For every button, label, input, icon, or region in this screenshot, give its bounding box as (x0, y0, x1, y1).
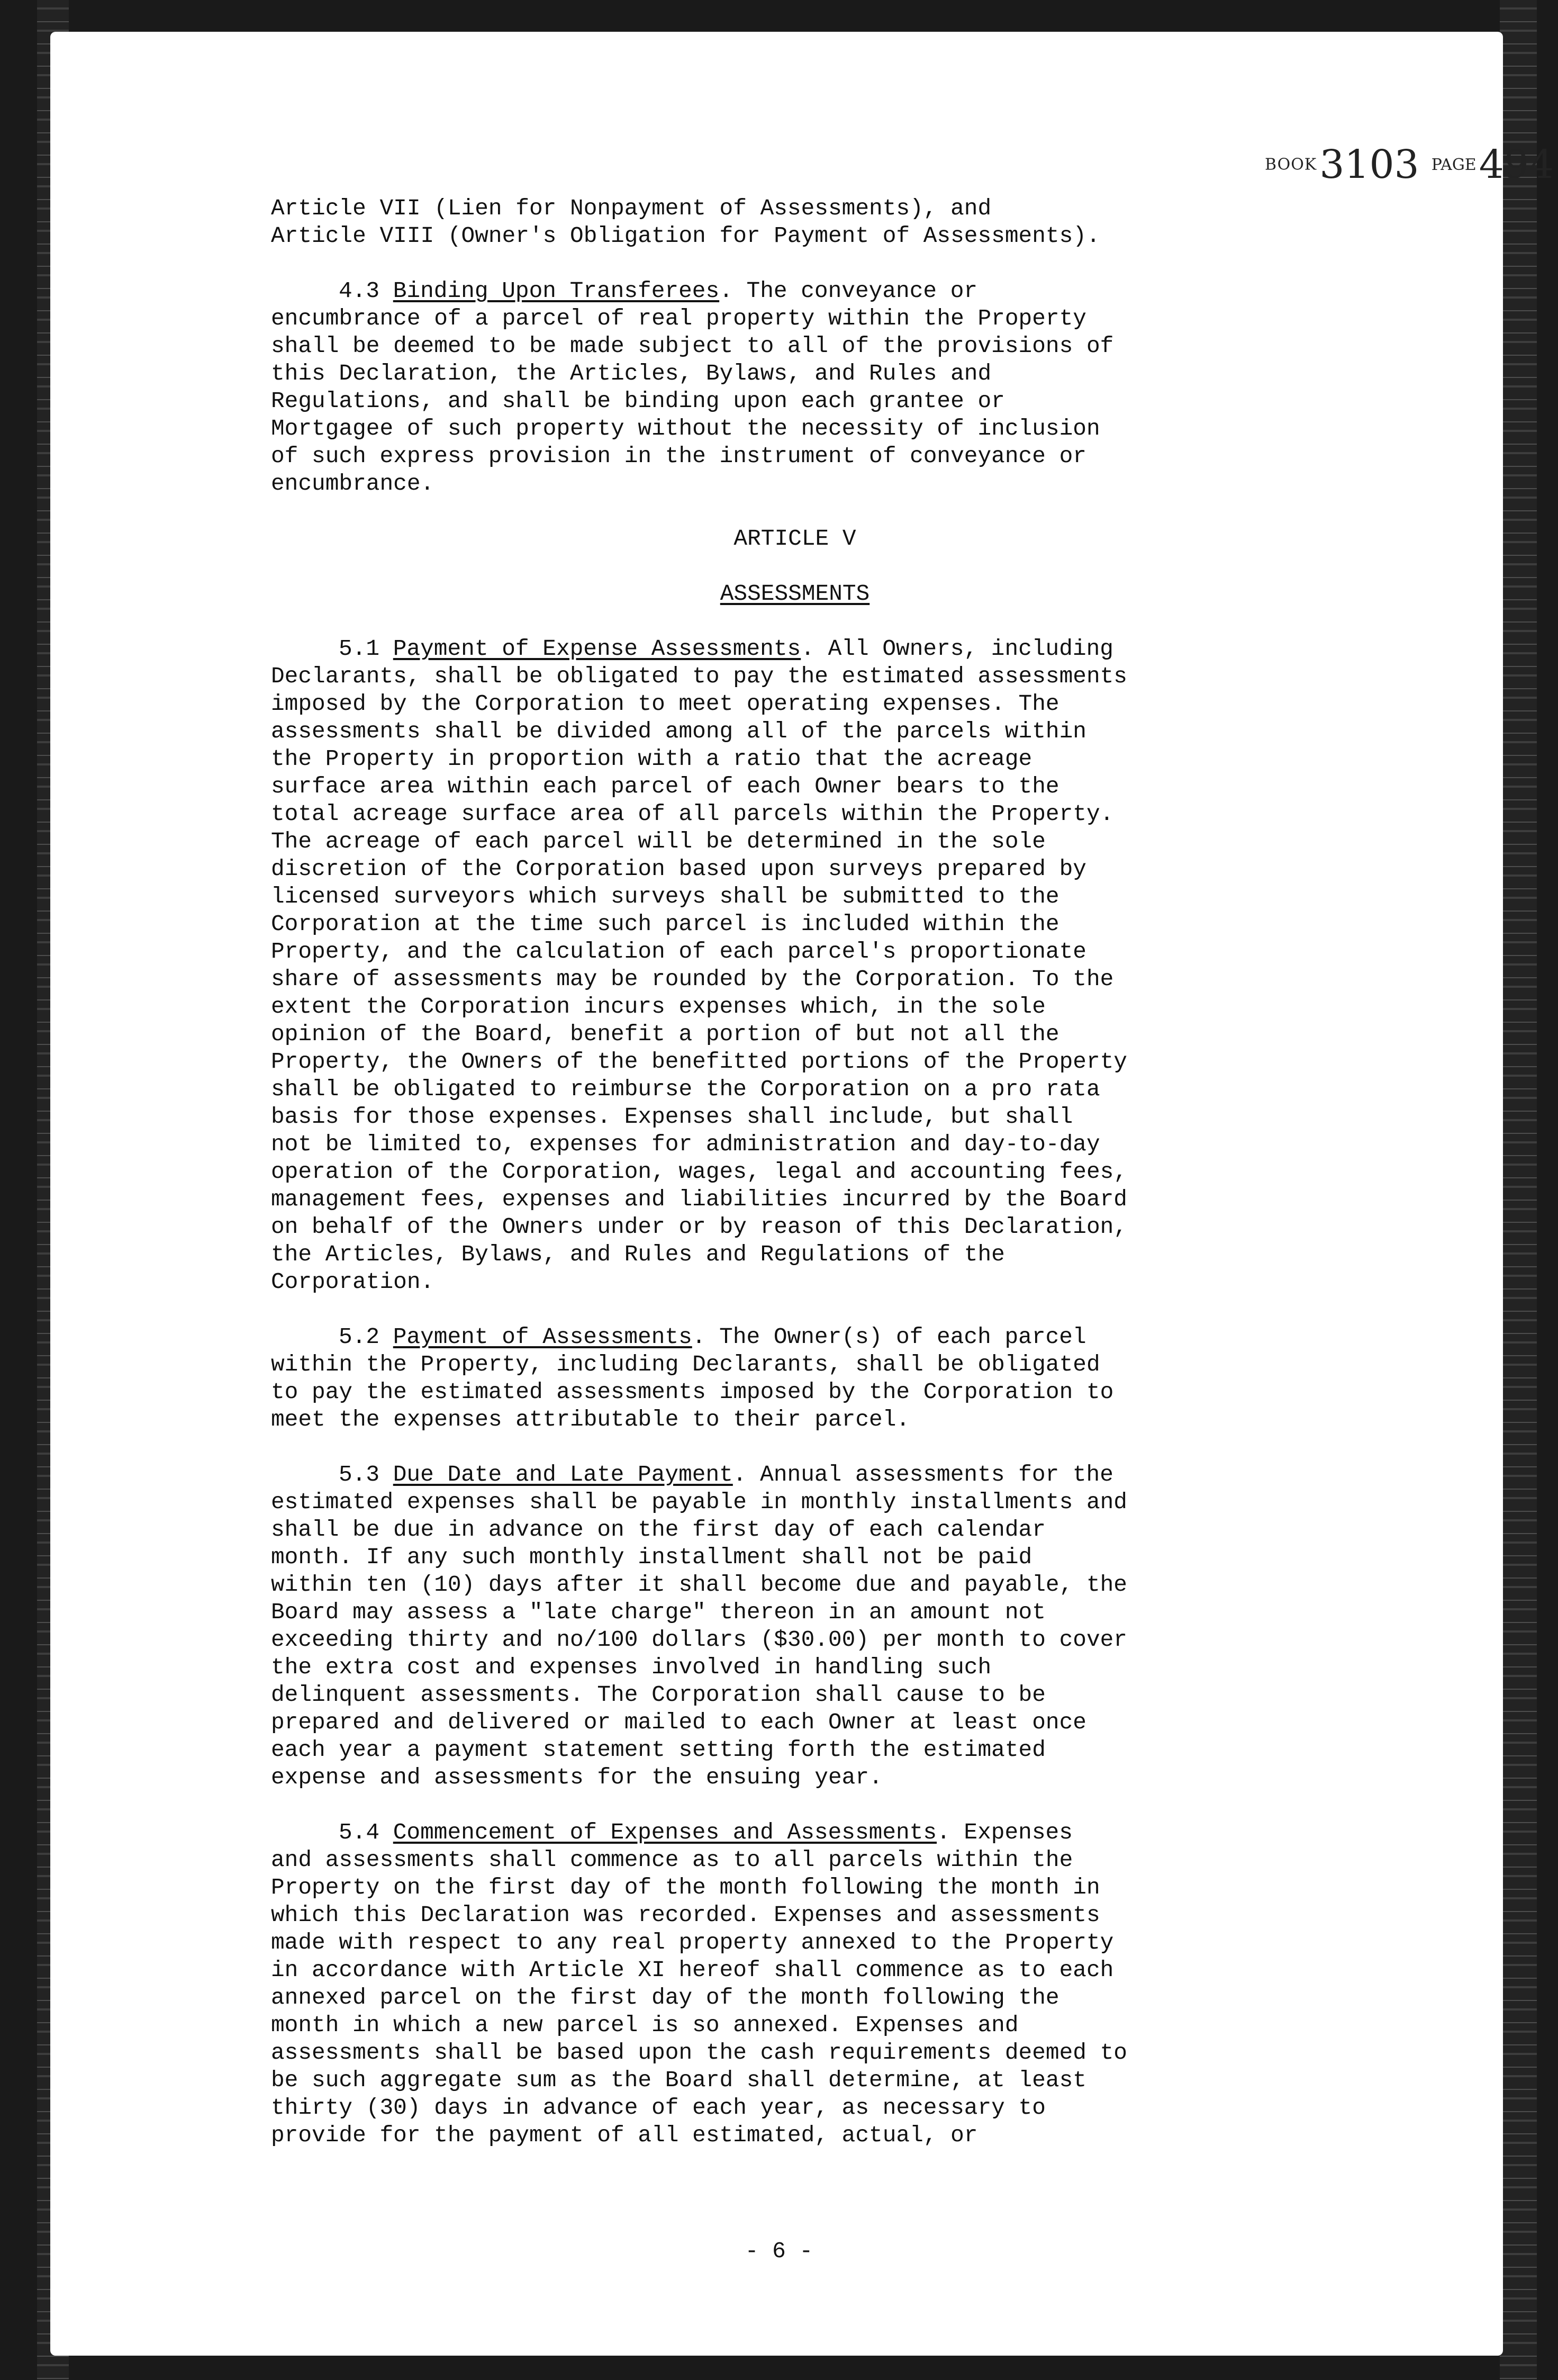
body-line: total acreage surface area of all parcels within the Property. (271, 801, 1114, 827)
section-number: 5.1 (339, 636, 380, 662)
body-line: management fees, expenses and liabilities incurred by the Board (271, 1186, 1127, 1212)
body-line: not be limited to, expenses for administration and day-to-day (271, 1131, 1100, 1157)
body-line: Property, and the calculation of each parcel's proportionate (271, 939, 1086, 964)
section-heading: Commencement of Expenses and Assessments (393, 1819, 937, 1845)
page-footer-number: - 6 - (745, 2238, 813, 2264)
body-line: which this Declaration was recorded. Expenses and assessments (271, 1902, 1100, 1928)
body-line: discretion of the Corporation based upon surveys prepared by (271, 856, 1086, 882)
body-line: the Property in proportion with a ratio that the acreage (271, 746, 1032, 772)
body-line: estimated expenses shall be payable in monthly installments and (271, 1489, 1127, 1515)
first-line-text: . The Owner(s) of each parcel (692, 1324, 1086, 1350)
body-line: to pay the estimated assessments imposed by the Corporation to (271, 1379, 1114, 1405)
body-line: Property on the first day of the month following the month in (271, 1874, 1100, 1900)
section-heading: Due Date and Late Payment (393, 1462, 733, 1488)
body-line: month in which a new parcel is so annexed. Expenses and (271, 2012, 1019, 2038)
body-line: be such aggregate sum as the Board shall determine, at least (271, 2067, 1086, 2093)
section-number: 5.2 (339, 1324, 380, 1350)
section-heading: Binding Upon Transferees (393, 278, 720, 304)
body-line: on behalf of the Owners under or by reason of this Declaration, (271, 1214, 1127, 1240)
body-line: expense and assessments for the ensuing year. (271, 1764, 883, 1790)
body-line: within ten (10) days after it shall become due and payable, the (271, 1572, 1127, 1598)
body-line: prepared and delivered or mailed to each Owner at least once (271, 1709, 1086, 1735)
body-line: opinion of the Board, benefit a portion of but not all the (271, 1021, 1059, 1047)
body-line: Property, the Owners of the benefitted portions of the Property (271, 1049, 1127, 1075)
first-line-text: . Annual assessments for the (732, 1462, 1113, 1488)
section-5-3-first-line (271, 1461, 1319, 1489)
body-line: provide for the payment of all estimated, actual, or (271, 2122, 978, 2148)
body-line: delinquent assessments. The Corporation shall cause to be (271, 1682, 1046, 1708)
body-line: encumbrance of a parcel of real property within the Property (271, 305, 1086, 331)
body-line: assessments shall be divided among all of the parcels within (271, 718, 1086, 744)
intro-line-2: Article VIII (Owner's Obligation for Payment of Assessments). (271, 223, 1100, 249)
section-4-3-first-line (271, 277, 1319, 305)
body-line: meet the expenses attributable to their parcel. (271, 1407, 910, 1432)
section-5-1-first-line (271, 635, 1319, 663)
body-line: in accordance with Article XI hereof shall commence as to each (271, 1957, 1114, 1983)
book-number: 3103 (1319, 142, 1419, 187)
body-line: encumbrance. (271, 471, 434, 497)
body-line: basis for those expenses. Expenses shall include, but shall (271, 1104, 1073, 1130)
body-line: assessments shall be based upon the cash requirements deemed to (271, 2040, 1127, 2066)
body-line: the extra cost and expenses involved in handling such (271, 1654, 992, 1680)
body-line: this Declaration, the Articles, Bylaws, and Rules and (271, 360, 992, 386)
section-number: 4.3 (339, 278, 380, 304)
body-line: Corporation at the time such parcel is included within the (271, 911, 1059, 937)
body-line: The acreage of each parcel will be determined in the sole (271, 828, 1046, 854)
page-label: PAGE (1431, 155, 1477, 174)
section-5-2-first-line (271, 1323, 1319, 1351)
intro-line-1: Article VII (Lien for Nonpayment of Assessments), and (271, 195, 992, 221)
body-line: shall be obligated to reimburse the Corporation on a pro rata (271, 1076, 1100, 1102)
body-line: extent the Corporation incurs expenses which, in the sole (271, 994, 1046, 1020)
page-number-stamp: 494 (1479, 142, 1554, 187)
first-line-text: . All Owners, including (801, 636, 1113, 662)
body-line: and assessments shall commence as to all parcels within the (271, 1847, 1073, 1873)
body-line: Regulations, and shall be binding upon each grantee or (271, 388, 1005, 414)
body-line: Declarants, shall be obligated to pay the estimated assessments (271, 663, 1127, 689)
book-label: BOOK (1265, 155, 1317, 174)
body-line: licensed surveyors which surveys shall be submitted to the (271, 884, 1059, 909)
section-heading: Payment of Assessments (393, 1324, 692, 1350)
first-line-text: . Expenses (937, 1819, 1073, 1845)
body-line: Corporation. (271, 1269, 434, 1295)
body-line: the Articles, Bylaws, and Rules and Regulations of the (271, 1241, 1005, 1267)
recording-stamp (1265, 142, 1554, 187)
body-line: made with respect to any real property annexed to the Property (271, 1930, 1114, 1955)
body-line: Board may assess a "late charge" thereon in an amount not (271, 1599, 1046, 1625)
article-subtitle: ASSESSMENTS (720, 581, 870, 607)
body-line: each year a payment statement setting forth the estimated (271, 1737, 1046, 1763)
body-line: imposed by the Corporation to meet operating expenses. The (271, 691, 1059, 717)
body-line: surface area within each parcel of each Owner bears to the (271, 773, 1059, 799)
article-title: ARTICLE V (733, 526, 856, 552)
body-line: shall be deemed to be made subject to all of the provisions of (271, 333, 1114, 359)
document-body (271, 195, 1319, 2149)
first-line-text: . The conveyance or (719, 278, 978, 304)
body-line: within the Property, including Declarants, shall be obligated (271, 1351, 1100, 1377)
body-line: thirty (30) days in advance of each year, as necessary to (271, 2095, 1046, 2121)
scan-edge-right (1500, 0, 1537, 2380)
section-heading: Payment of Expense Assessments (393, 636, 801, 662)
body-line: shall be due in advance on the first day of each calendar (271, 1517, 1046, 1543)
body-line: Mortgagee of such property without the necessity of inclusion (271, 416, 1100, 441)
body-line: annexed parcel on the first day of the month following the (271, 1985, 1059, 2011)
body-line: exceeding thirty and no/100 dollars ($30.00) per month to cover (271, 1627, 1127, 1653)
body-line: month. If any such monthly installment shall not be paid (271, 1544, 1032, 1570)
section-5-4-first-line (271, 1819, 1319, 1846)
body-line: of such express provision in the instrument of conveyance or (271, 443, 1086, 469)
body-line: operation of the Corporation, wages, legal and accounting fees, (271, 1159, 1127, 1185)
body-line: share of assessments may be rounded by the Corporation. To the (271, 966, 1114, 992)
section-number: 5.4 (339, 1819, 380, 1845)
section-number: 5.3 (339, 1462, 380, 1488)
